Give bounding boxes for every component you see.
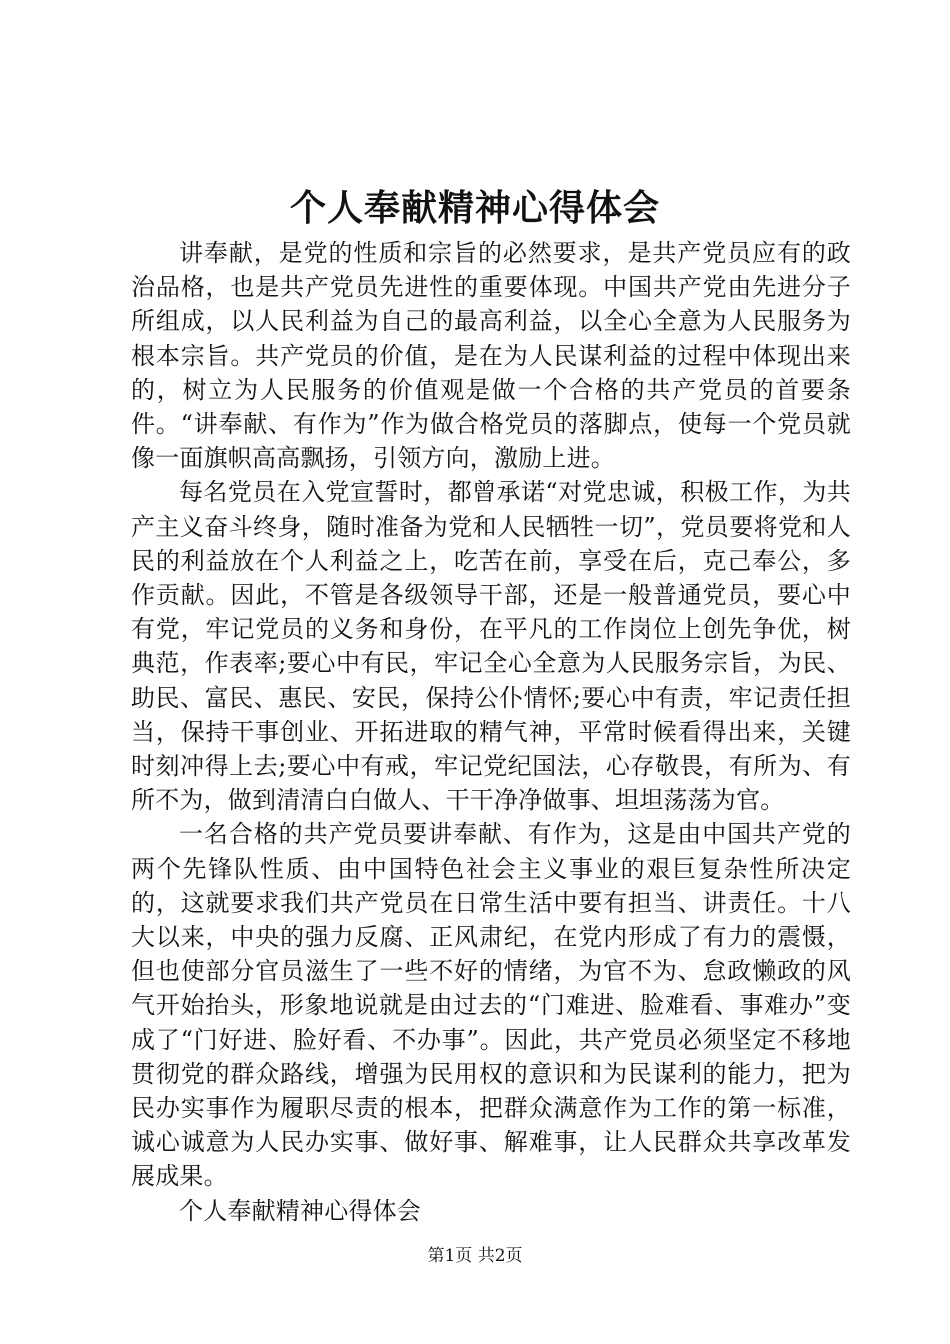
document-body <box>131 236 851 1228</box>
document-title: 个人奉献精神心得体会 <box>289 187 660 229</box>
page-footer: 第1页 共2页 <box>427 1246 523 1266</box>
paragraph-4: 个人奉献精神心得体会 <box>179 1196 421 1225</box>
paragraph-3: 一名合格的共产党员要讲奉献、有作为，这是由中国共产党的两个先锋队性质、由中国特色社会主义事业的艰巨复杂性所决定的，这就要求我们共产党员在日常生活中要有担当、讲责任。十八大以来，中央的强力反腐、正风肃纪，在党内形成了有力的震慑，但也使部分官员滋生了一些不好的情绪，为官不为、怠政懒政的风气开始抬头，形象地说就是由过去的“门难进、脸难看、事难办”变成了“门好进、脸好看、不办事”。因此，共产党员必须坚定不移地贯彻党的群众路线，增强为民用权的意识和为民谋利的能力，把为民办实事作为履职尽责的根本，把群众满意作为工作的第一标准，诚心诚意为人民办实事、做好事、解难事，让人民群众共享改革发展成果。 <box>131 820 851 1191</box>
paragraph-2: 每名党员在入党宣誓时，都曾承诺“对党忠诚，积极工作，为共产主义奋斗终身，随时准备为党和人民牺牲一切”，党员要将党和人民的利益放在个人利益之上，吃苦在前，享受在后，克己奉公，多作贡献。因此，不管是各级领导干部，还是一般普通党员，要心中有党，牢记党员的义务和身份，在平凡的工作岗位上创先争优，树典范，作表率;要心中有民，牢记全心全意为人民服务宗旨，为民、助民、富民、惠民、安民，保持公仆情怀;要心中有责，牢记责任担当，保持干事创业、开拓进取的精气神，平常时候看得出来，关键时刻冲得上去;要心中有戒，牢记党纪国法，心存敬畏，有所为、有所不为，做到清清白白做人、干干净净做事、坦坦荡荡为官。 <box>131 478 851 815</box>
paragraph-1: 讲奉献，是党的性质和宗旨的必然要求，是共产党员应有的政治品格，也是共产党员先进性的重要体现。中国共产党由先进分子所组成，以人民利益为自己的最高利益，以全心全意为人民服务为根本宗旨。共产党员的价值，是在为人民谋利益的过程中体现出来的，树立为人民服务的价值观是做一个合格的共产党员的首要条件。“讲奉献、有作为”作为做合格党员的落脚点，使每一个党员就像一面旗帜高高飘扬，引领方向，激励上进。 <box>131 239 851 473</box>
